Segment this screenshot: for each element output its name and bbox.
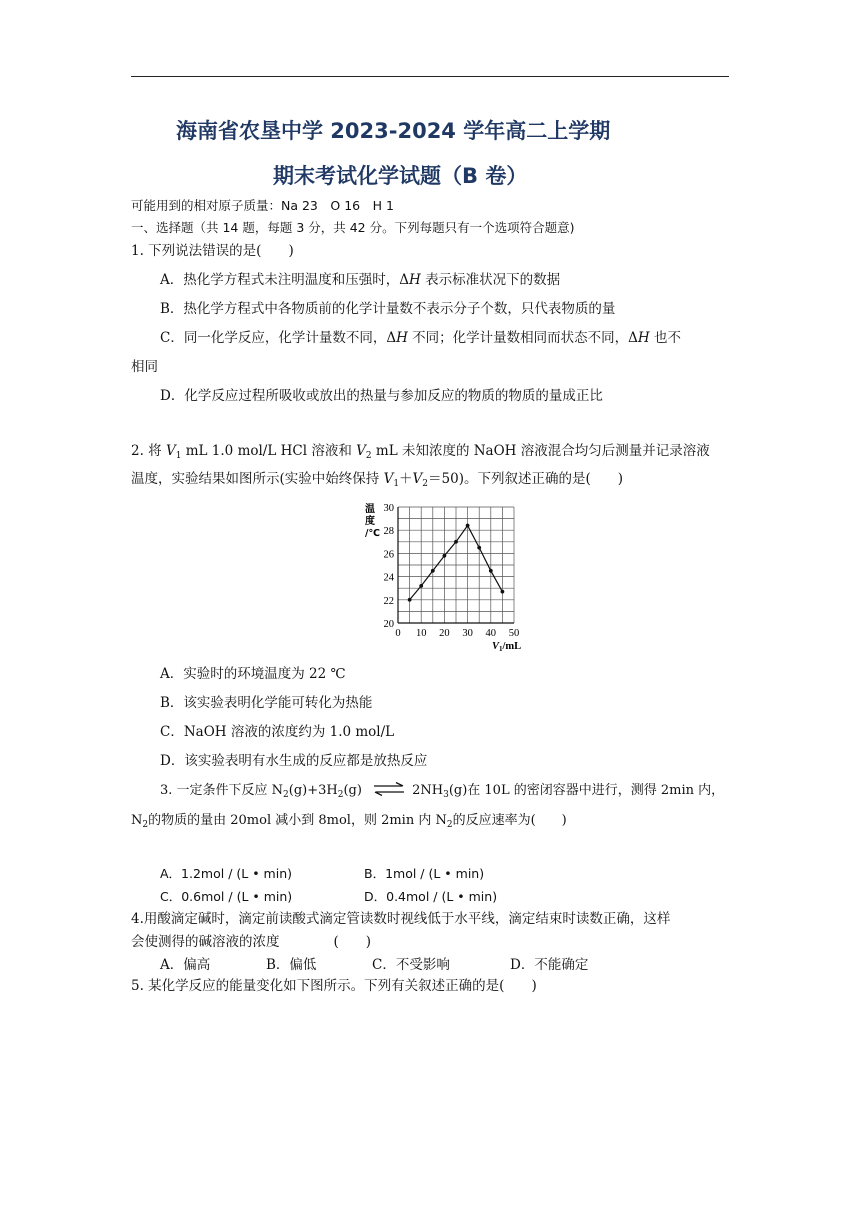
data-point xyxy=(501,590,505,594)
y-tick-label: 20 xyxy=(383,619,394,630)
data-point xyxy=(477,546,481,550)
q4-stem-line2: 会使测得的碱溶液的浓度 ( ) xyxy=(131,934,372,950)
q2-option-d: D．该实验表明有水生成的反应都是放热反应 xyxy=(160,753,428,769)
chart-grid xyxy=(398,507,514,623)
y-tick-label: 28 xyxy=(383,526,394,538)
y-tick-label: 22 xyxy=(383,595,394,607)
y-tick-label: 24 xyxy=(383,572,394,584)
x-tick-label: 20 xyxy=(439,628,450,639)
exam-title-line2: 期末考试化学试题（B 卷） xyxy=(273,164,528,188)
x-tick-label: 50 xyxy=(508,628,520,639)
data-point xyxy=(466,524,470,528)
equilibrium-arrow-icon xyxy=(372,782,406,796)
y-tick-label: 26 xyxy=(383,549,394,561)
x-tick-label: 40 xyxy=(485,628,497,639)
q1-option-a: A．热化学方程式未注明温度和压强时，ΔH 表示标准状况下的数据 xyxy=(160,272,561,288)
q4-option-a: A．偏高 xyxy=(160,957,211,973)
temperature-chart xyxy=(346,497,536,657)
q3-option-a: A．1.2mol / (L • min) xyxy=(160,866,292,881)
chart-ticks xyxy=(365,502,521,653)
y-axis-label-part: 温 xyxy=(365,504,375,515)
q4-stem-line1: 4.用酸滴定碱时，滴定前读酸式滴定管读数时视线低于水平线，滴定结束时读数正确，这样 xyxy=(131,911,671,927)
q1-option-c-cont: 相同 xyxy=(131,359,158,375)
data-point xyxy=(431,569,435,573)
q4-option-d: D．不能确定 xyxy=(510,957,589,973)
q1-option-b: B．热化学方程式中各物质前的化学计量数不表示分子个数，只代表物质的量 xyxy=(160,301,616,317)
q2-stem-line1: 2. 将 $V_1$ mL 1.0 mol/L HCl 溶液和 $V_2$ mL 未知浓度的 NaOH 溶液混合均匀后测量并记录溶液 xyxy=(131,443,710,461)
x-tick-label: 0 xyxy=(395,628,401,639)
q1-option-d: D．化学反应过程所吸收或放出的热量与参加反应的物质的物质的量成正比 xyxy=(160,388,603,404)
y-tick-label: 30 xyxy=(383,503,394,514)
q2-option-a: A．实验时的环境温度为 22 ℃ xyxy=(160,666,346,682)
section1-heading: 一、选择题（共 14 题，每题 3 分，共 42 分。下列每题只有一个选项符合题意) xyxy=(131,220,575,235)
q3-option-c: C．0.6mol / (L • min) xyxy=(160,889,293,904)
y-axis-label-part: 度 xyxy=(365,516,375,527)
q4-option-c: C．不受影响 xyxy=(372,957,450,973)
q2-option-c: C．NaOH 溶液的浓度约为 1.0 mol/L xyxy=(160,724,395,740)
q3-option-d: D．0.4mol / (L • min) xyxy=(364,889,498,904)
data-point xyxy=(489,569,493,573)
q4-option-b: B．偏低 xyxy=(266,957,317,973)
q3-stem-line1: 3. 一定条件下反应 $N_2(g)+3H_2(g)$ $2NH_3(g)$在 10L 的密闭容器中进行，测得 2min 内， xyxy=(160,783,725,800)
q1-option-c: C．同一化学反应，化学计量数不同，ΔH 不同；化学计量数相同而状态不同，ΔH 也不 xyxy=(160,330,681,346)
x-tick-label: 30 xyxy=(462,628,473,639)
data-point xyxy=(408,598,412,602)
x-axis-label-rendered: V1/mL xyxy=(492,641,522,653)
q5-stem: 5. 某化学反应的能量变化如下图所示。下列有关叙述正确的是( ) xyxy=(131,978,537,994)
q1-stem: 1. 下列说法错误的是( ) xyxy=(131,243,294,259)
atomic-mass-note: 可能用到的相对原子质量：Na 23 O 16 H 1 xyxy=(131,198,394,213)
data-point xyxy=(443,554,447,558)
data-point xyxy=(419,584,423,588)
q2-stem-line2: 温度，实验结果如图所示(实验中始终保持 $V_1+V_2=50$)。下列叙述正确的是( ) xyxy=(131,471,624,489)
q2-option-b: B．该实验表明化学能可转化为热能 xyxy=(160,695,373,711)
exam-title-line1: 海南省农垦中学 2023-2024 学年高二上学期 xyxy=(176,119,611,143)
q3-option-b: B．1mol / (L • min) xyxy=(364,866,485,881)
q3-stem-line2: $N_2$的物质的量由 20mol 减小到 8mol，则 2min 内 $N_2$的反应速率为( ) xyxy=(131,813,567,830)
data-point xyxy=(454,540,458,544)
header-rule xyxy=(131,76,729,77)
y-axis-label-part: /℃ xyxy=(365,528,380,539)
x-tick-label: 10 xyxy=(415,628,427,639)
